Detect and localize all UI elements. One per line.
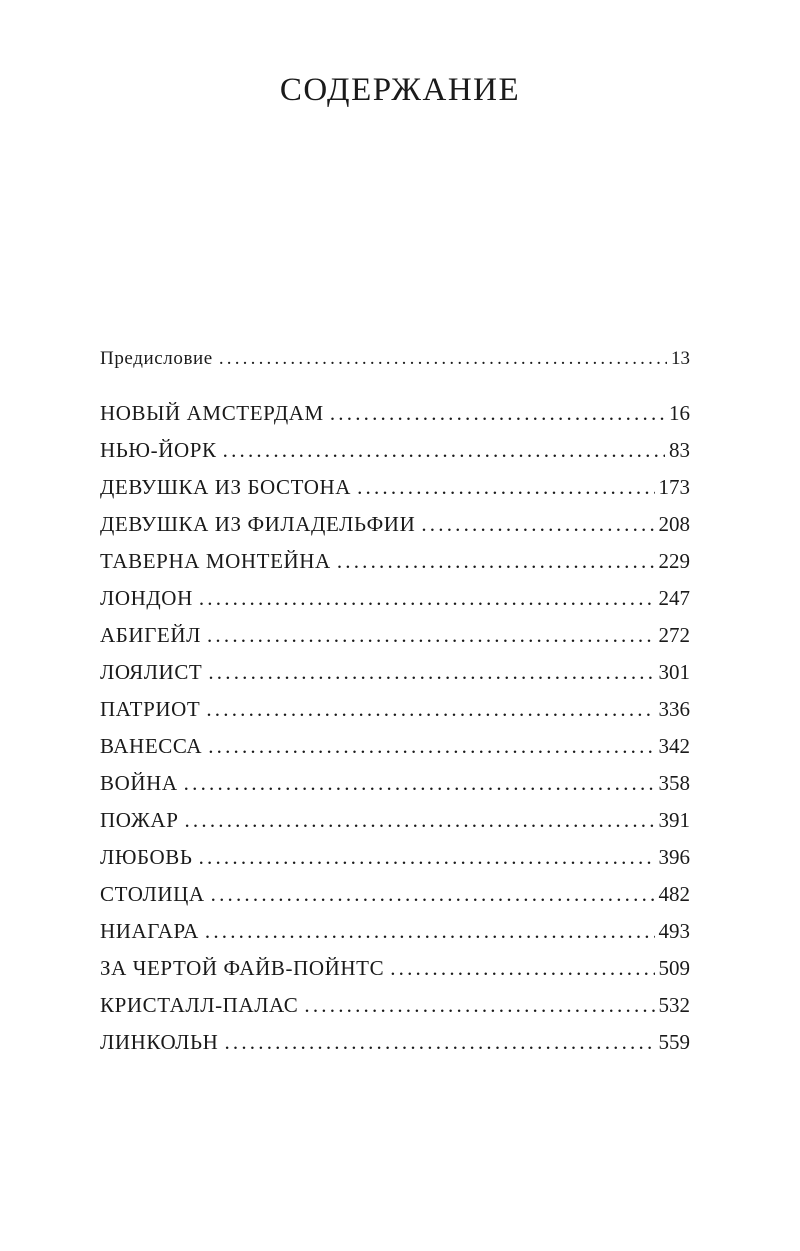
toc-entry[interactable] bbox=[100, 876, 690, 913]
dot-leader bbox=[390, 950, 654, 987]
dot-leader bbox=[208, 728, 654, 765]
dot-leader bbox=[224, 1024, 654, 1061]
toc-entry[interactable] bbox=[100, 543, 690, 580]
dot-leader bbox=[208, 654, 654, 691]
dot-leader bbox=[330, 395, 665, 432]
toc-entry-label: ТАВЕРНА МОНТЕЙНА bbox=[100, 549, 331, 573]
toc-entry-page: 532 bbox=[658, 993, 690, 1017]
toc-entry-page: 229 bbox=[658, 549, 690, 573]
toc-entry-label: ПАТРИОТ bbox=[100, 697, 201, 721]
toc-entry-page: 272 bbox=[658, 623, 690, 647]
toc-entry[interactable] bbox=[100, 987, 690, 1024]
toc-entry-label: ЛИНКОЛЬН bbox=[100, 1030, 219, 1054]
dot-leader bbox=[184, 802, 654, 839]
toc-entry-label: ПОЖАР bbox=[100, 808, 179, 832]
toc-entry[interactable] bbox=[100, 913, 690, 950]
dot-leader bbox=[199, 580, 655, 617]
toc-entry-preface[interactable] bbox=[100, 340, 690, 377]
toc-entry-page: 83 bbox=[669, 438, 690, 462]
toc-entry-page: 391 bbox=[658, 808, 690, 832]
toc-entry[interactable] bbox=[100, 839, 690, 876]
toc-entry-label: ВАНЕССА bbox=[100, 734, 203, 758]
toc-entry[interactable] bbox=[100, 654, 690, 691]
dot-leader bbox=[304, 987, 654, 1024]
toc-entry-page: 247 bbox=[658, 586, 690, 610]
toc-entry[interactable] bbox=[100, 580, 690, 617]
toc-entry[interactable] bbox=[100, 950, 690, 987]
toc-entry[interactable] bbox=[100, 506, 690, 543]
toc-entry-page: 301 bbox=[658, 660, 690, 684]
dot-leader bbox=[219, 340, 667, 377]
toc-entry-label: ЗА ЧЕРТОЙ ФАЙВ-ПОЙНТС bbox=[100, 956, 385, 980]
table-of-contents bbox=[100, 340, 690, 1061]
toc-entry[interactable] bbox=[100, 395, 690, 432]
dot-leader bbox=[211, 876, 655, 913]
toc-entry-label: СТОЛИЦА bbox=[100, 882, 205, 906]
dot-leader bbox=[207, 617, 655, 654]
toc-entry[interactable] bbox=[100, 469, 690, 506]
dot-leader bbox=[206, 691, 654, 728]
toc-entry-page: 482 bbox=[658, 882, 690, 906]
dot-leader bbox=[184, 765, 655, 802]
toc-entry-label: Предисловие bbox=[100, 348, 213, 369]
toc-entry[interactable] bbox=[100, 802, 690, 839]
toc-entry-page: 336 bbox=[658, 697, 690, 721]
dot-leader bbox=[337, 543, 655, 580]
toc-entry[interactable] bbox=[100, 432, 690, 469]
toc-entry-page: 16 bbox=[669, 401, 690, 425]
toc-entry[interactable] bbox=[100, 728, 690, 765]
toc-entry-label: НЬЮ-ЙОРК bbox=[100, 438, 217, 462]
toc-entry-page: 509 bbox=[658, 956, 690, 980]
toc-entry-page: 342 bbox=[658, 734, 690, 758]
toc-entry[interactable] bbox=[100, 617, 690, 654]
toc-entry-page: 208 bbox=[658, 512, 690, 536]
toc-entry-page: 396 bbox=[658, 845, 690, 869]
toc-entry-page: 358 bbox=[658, 771, 690, 795]
toc-entry[interactable] bbox=[100, 1024, 690, 1061]
dot-leader bbox=[223, 432, 665, 469]
toc-entry-label: КРИСТАЛЛ-ПАЛАС bbox=[100, 993, 299, 1017]
toc-entry-page: 173 bbox=[658, 475, 690, 499]
toc-entry-label: ВОЙНА bbox=[100, 771, 178, 795]
toc-entry[interactable] bbox=[100, 691, 690, 728]
toc-entry-label: ДЕВУШКА ИЗ БОСТОНА bbox=[100, 475, 352, 499]
toc-entry-label: ЛЮБОВЬ bbox=[100, 845, 193, 869]
toc-entry[interactable] bbox=[100, 765, 690, 802]
dot-leader bbox=[357, 469, 654, 506]
toc-entry-page: 493 bbox=[658, 919, 690, 943]
toc-entry-label: АБИГЕЙЛ bbox=[100, 623, 201, 647]
dot-leader bbox=[205, 913, 655, 950]
toc-entry-label: НОВЫЙ АМСТЕРДАМ bbox=[100, 401, 324, 425]
dot-leader bbox=[421, 506, 654, 543]
page-title: СОДЕРЖАНИЕ bbox=[279, 72, 521, 108]
toc-entry-label: ЛОЯЛИСТ bbox=[100, 660, 203, 684]
dot-leader bbox=[199, 839, 655, 876]
toc-entry-label: ЛОНДОН bbox=[100, 586, 193, 610]
toc-entry-page: 559 bbox=[658, 1030, 690, 1054]
toc-entry-page: 13 bbox=[671, 348, 690, 369]
toc-entry-label: НИАГАРА bbox=[100, 919, 199, 943]
toc-entry-label: ДЕВУШКА ИЗ ФИЛАДЕЛЬФИИ bbox=[100, 512, 416, 536]
